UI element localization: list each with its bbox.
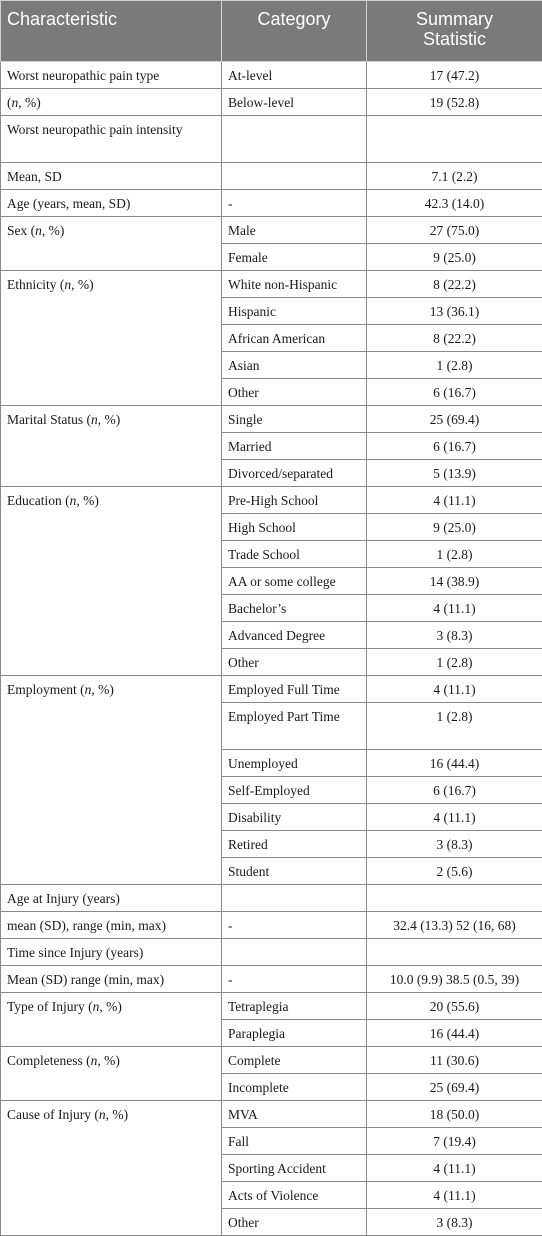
cell-category: - [222, 190, 367, 217]
cell-characteristic [1, 1182, 222, 1209]
cell-summary-statistic: 4 (11.1) [367, 1182, 542, 1209]
n-symbol: n [91, 412, 98, 427]
cell-summary-statistic: 1 (2.8) [367, 352, 542, 379]
cell-summary-statistic: 8 (22.2) [367, 325, 542, 352]
cell-characteristic: Cause of Injury (n, %) [1, 1101, 222, 1128]
table-body [1, 62, 542, 1236]
cell-characteristic: Age (years, mean, SD) [1, 190, 222, 217]
n-symbol: n [70, 493, 77, 508]
cell-category: African American [222, 325, 367, 352]
cell-summary-statistic: 3 (8.3) [367, 1209, 542, 1236]
cell-characteristic [1, 622, 222, 649]
n-symbol: n [99, 1107, 106, 1122]
cell-category: Retired [222, 831, 367, 858]
table-row [1, 804, 542, 831]
cell-category: Tetraplegia [222, 993, 367, 1020]
header-summary-line1: Summary [416, 9, 493, 29]
cell-characteristic [1, 298, 222, 325]
cell-characteristic: Marital Status (n, %) [1, 406, 222, 433]
table-row [1, 1209, 542, 1236]
table-row [1, 352, 542, 379]
cell-category: At-level [222, 62, 367, 89]
cell-summary-statistic: 16 (44.4) [367, 750, 542, 777]
cell-summary-statistic: 20 (55.6) [367, 993, 542, 1020]
cell-summary-statistic: 19 (52.8) [367, 89, 542, 116]
cell-category: Married [222, 433, 367, 460]
cell-summary-statistic: 1 (2.8) [367, 703, 542, 750]
cell-category: AA or some college [222, 568, 367, 595]
cell-characteristic: Mean (SD) range (min, max) [1, 966, 222, 993]
cell-category: MVA [222, 1101, 367, 1128]
table-row [1, 777, 542, 804]
table-row [1, 939, 542, 966]
table-row [1, 298, 542, 325]
cell-characteristic [1, 804, 222, 831]
cell-characteristic [1, 541, 222, 568]
cell-category: High School [222, 514, 367, 541]
cell-summary-statistic [367, 116, 542, 163]
cell-characteristic [1, 703, 222, 750]
cell-characteristic [1, 1074, 222, 1101]
table-row [1, 858, 542, 885]
cell-summary-statistic: 4 (11.1) [367, 595, 542, 622]
cell-characteristic: Completeness (n, %) [1, 1047, 222, 1074]
cell-characteristic [1, 568, 222, 595]
cell-characteristic [1, 777, 222, 804]
table-row [1, 595, 542, 622]
table-row [1, 1020, 542, 1047]
cell-category: Incomplete [222, 1074, 367, 1101]
cell-characteristic: Worst neuropathic pain intensity [1, 116, 222, 163]
table-row [1, 433, 542, 460]
cell-characteristic [1, 460, 222, 487]
cell-summary-statistic: 18 (50.0) [367, 1101, 542, 1128]
cell-characteristic [1, 1209, 222, 1236]
cell-characteristic [1, 433, 222, 460]
header-characteristic: Characteristic [1, 1, 222, 62]
cell-summary-statistic [367, 885, 542, 912]
cell-summary-statistic: 9 (25.0) [367, 514, 542, 541]
cell-summary-statistic: 6 (16.7) [367, 379, 542, 406]
table-row [1, 271, 542, 298]
table-row [1, 622, 542, 649]
table-row [1, 325, 542, 352]
header-summary-statistic [367, 1, 542, 62]
cell-category: Complete [222, 1047, 367, 1074]
cell-category: Other [222, 379, 367, 406]
cell-category [222, 885, 367, 912]
table-row [1, 831, 542, 858]
cell-characteristic [1, 831, 222, 858]
table-row [1, 649, 542, 676]
cell-category: Unemployed [222, 750, 367, 777]
table-row [1, 116, 542, 163]
cell-characteristic: Time since Injury (years) [1, 939, 222, 966]
cell-category: Other [222, 1209, 367, 1236]
cell-characteristic [1, 649, 222, 676]
cell-category: Divorced/separated [222, 460, 367, 487]
cell-characteristic [1, 352, 222, 379]
cell-characteristic [1, 858, 222, 885]
cell-characteristic [1, 1155, 222, 1182]
cell-category: Single [222, 406, 367, 433]
n-symbol: n [64, 277, 71, 292]
table-row [1, 379, 542, 406]
cell-category [222, 163, 367, 190]
table-row [1, 676, 542, 703]
cell-characteristic [1, 325, 222, 352]
cell-characteristic [1, 1020, 222, 1047]
table-row [1, 568, 542, 595]
cell-category: Self-Employed [222, 777, 367, 804]
cell-category: Asian [222, 352, 367, 379]
cell-category: Hispanic [222, 298, 367, 325]
table-row [1, 190, 542, 217]
cell-characteristic [1, 750, 222, 777]
cell-summary-statistic: 27 (75.0) [367, 217, 542, 244]
table-row [1, 885, 542, 912]
cell-category: Sporting Accident [222, 1155, 367, 1182]
cell-characteristic [1, 595, 222, 622]
table-row [1, 89, 542, 116]
cell-category: Student [222, 858, 367, 885]
cell-characteristic: (n, %) [1, 89, 222, 116]
cell-category: Pre-High School [222, 487, 367, 514]
cell-characteristic: Type of Injury (n, %) [1, 993, 222, 1020]
table-row [1, 62, 542, 89]
table-row [1, 541, 542, 568]
cell-summary-statistic: 7.1 (2.2) [367, 163, 542, 190]
table-row [1, 244, 542, 271]
table-row [1, 406, 542, 433]
table-row [1, 1101, 542, 1128]
cell-summary-statistic: 10.0 (9.9) 38.5 (0.5, 39) [367, 966, 542, 993]
table-row [1, 1074, 542, 1101]
cell-category: - [222, 966, 367, 993]
cell-characteristic [1, 514, 222, 541]
cell-summary-statistic: 8 (22.2) [367, 271, 542, 298]
cell-summary-statistic: 7 (19.4) [367, 1128, 542, 1155]
cell-characteristic [1, 1128, 222, 1155]
table-row [1, 1155, 542, 1182]
cell-summary-statistic: 4 (11.1) [367, 804, 542, 831]
cell-summary-statistic: 25 (69.4) [367, 1074, 542, 1101]
n-symbol: n [35, 223, 42, 238]
table-row [1, 993, 542, 1020]
cell-category: White non-Hispanic [222, 271, 367, 298]
cell-summary-statistic: 6 (16.7) [367, 777, 542, 804]
table-row [1, 703, 542, 750]
cell-category: Acts of Violence [222, 1182, 367, 1209]
table-row [1, 912, 542, 939]
cell-category: Trade School [222, 541, 367, 568]
cell-summary-statistic: 14 (38.9) [367, 568, 542, 595]
cell-characteristic [1, 379, 222, 406]
table-row [1, 1047, 542, 1074]
table-row [1, 217, 542, 244]
cell-category: Other [222, 649, 367, 676]
header-category: Category [222, 1, 367, 62]
cell-summary-statistic: 4 (11.1) [367, 487, 542, 514]
cell-category: Fall [222, 1128, 367, 1155]
table-row [1, 163, 542, 190]
cell-characteristic: Worst neuropathic pain type [1, 62, 222, 89]
cell-summary-statistic: 42.3 (14.0) [367, 190, 542, 217]
cell-summary-statistic: 9 (25.0) [367, 244, 542, 271]
cell-characteristic: Age at Injury (years) [1, 885, 222, 912]
cell-summary-statistic: 13 (36.1) [367, 298, 542, 325]
cell-summary-statistic [367, 939, 542, 966]
cell-summary-statistic: 3 (8.3) [367, 831, 542, 858]
cell-category: Female [222, 244, 367, 271]
table-row [1, 514, 542, 541]
cell-characteristic: Ethnicity (n, %) [1, 271, 222, 298]
n-symbol: n [93, 999, 100, 1014]
cell-summary-statistic: 5 (13.9) [367, 460, 542, 487]
cell-characteristic: Sex (n, %) [1, 217, 222, 244]
cell-summary-statistic: 16 (44.4) [367, 1020, 542, 1047]
cell-category: Employed Full Time [222, 676, 367, 703]
cell-characteristic: Education (n, %) [1, 487, 222, 514]
cell-summary-statistic: 11 (30.6) [367, 1047, 542, 1074]
cell-category: Below-level [222, 89, 367, 116]
cell-category [222, 116, 367, 163]
cell-summary-statistic: 25 (69.4) [367, 406, 542, 433]
cell-summary-statistic: 1 (2.8) [367, 541, 542, 568]
cell-summary-statistic: 3 (8.3) [367, 622, 542, 649]
cell-characteristic [1, 244, 222, 271]
n-symbol: n [85, 682, 92, 697]
cell-summary-statistic: 17 (47.2) [367, 62, 542, 89]
cell-category: - [222, 912, 367, 939]
table-row [1, 1182, 542, 1209]
cell-category: Disability [222, 804, 367, 831]
table-row [1, 487, 542, 514]
header-summary-line2: Statistic [423, 29, 486, 49]
header-row [1, 1, 542, 62]
cell-category [222, 939, 367, 966]
n-symbol: n [91, 1053, 98, 1068]
cell-category: Advanced Degree [222, 622, 367, 649]
cell-summary-statistic: 6 (16.7) [367, 433, 542, 460]
cell-summary-statistic: 4 (11.1) [367, 676, 542, 703]
n-symbol: n [12, 95, 19, 110]
cell-characteristic: Employment (n, %) [1, 676, 222, 703]
cell-category: Employed Part Time [222, 703, 367, 750]
table-row [1, 750, 542, 777]
table-row [1, 460, 542, 487]
cell-category: Male [222, 217, 367, 244]
table-row [1, 966, 542, 993]
cell-characteristic: Mean, SD [1, 163, 222, 190]
cell-summary-statistic: 1 (2.8) [367, 649, 542, 676]
cell-characteristic: mean (SD), range (min, max) [1, 912, 222, 939]
cell-summary-statistic: 32.4 (13.3) 52 (16, 68) [367, 912, 542, 939]
cell-summary-statistic: 4 (11.1) [367, 1155, 542, 1182]
table-row [1, 1128, 542, 1155]
cell-summary-statistic: 2 (5.6) [367, 858, 542, 885]
cell-category: Bachelor’s [222, 595, 367, 622]
cell-category: Paraplegia [222, 1020, 367, 1047]
